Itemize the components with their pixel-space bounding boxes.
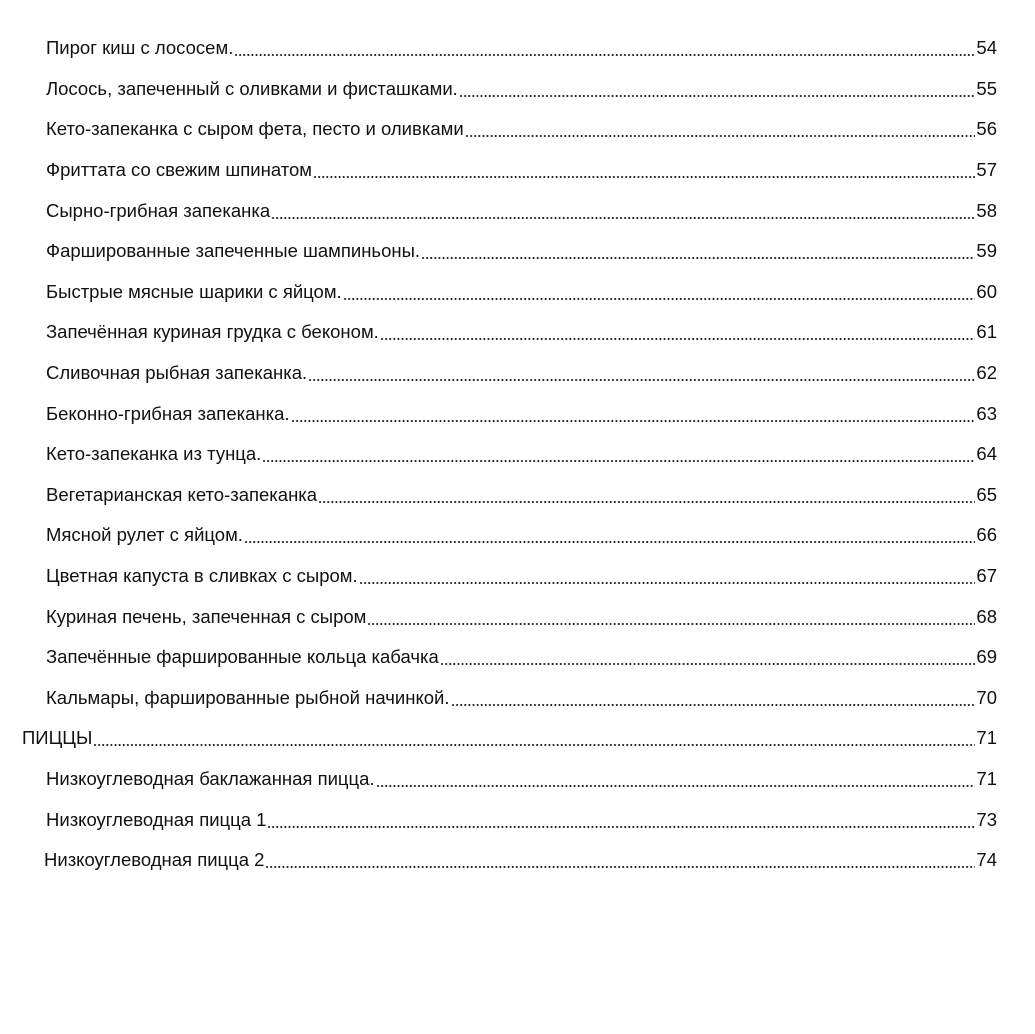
- toc-entry-page: 61: [976, 321, 997, 343]
- dot-leader: [380, 321, 976, 343]
- toc-entry-title: Кальмары, фаршированные рыбной начинкой.: [46, 686, 450, 708]
- toc-entry-title: Низкоуглеводная пицца 2: [44, 849, 265, 871]
- toc-entry-title: Низкоуглеводная баклажанная пицца.: [46, 767, 375, 789]
- dot-leader: [267, 809, 975, 831]
- toc-entry-title: Фаршированные запеченные шампиньоны.: [46, 240, 421, 262]
- toc-entry-title: Беконно-грибная запеканка.: [46, 402, 290, 424]
- toc-entry-title: Фриттата со свежим шпинатом: [46, 159, 312, 181]
- toc-entry[interactable]: [0, 69, 1035, 110]
- toc-entry-page: 71: [976, 727, 997, 749]
- toc-entry-title: Куриная печень, запеченная с сыром: [46, 605, 367, 627]
- toc-entry[interactable]: [0, 515, 1035, 556]
- dot-leader: [318, 484, 975, 506]
- toc-entry[interactable]: [0, 799, 1035, 840]
- toc-section-title: ПИЦЦЫ: [22, 727, 93, 749]
- toc-entry-page: 69: [976, 646, 997, 668]
- dot-leader: [93, 727, 975, 749]
- toc-entry-title: Быстрые мясные шарики с яйцом.: [46, 280, 342, 302]
- toc-entry-page: 68: [976, 605, 997, 627]
- toc-entry-page: 64: [976, 443, 997, 465]
- toc-entry-page: 67: [976, 565, 997, 587]
- toc-entry[interactable]: [0, 556, 1035, 597]
- toc-entry-title: Низкоуглеводная пицца 1: [46, 808, 267, 830]
- toc-entry[interactable]: [0, 28, 1035, 69]
- toc-entry-page: 60: [976, 280, 997, 302]
- toc-entry-title: Пирог киш с лососем.: [46, 37, 234, 59]
- dot-leader: [359, 565, 976, 587]
- toc-entry-title: Кето-запеканка из тунца.: [46, 443, 262, 465]
- toc-entry-page: 74: [976, 849, 997, 871]
- dot-leader: [440, 646, 976, 668]
- toc-entry-page: 62: [976, 362, 997, 384]
- toc-entry[interactable]: [0, 353, 1035, 394]
- dot-leader: [262, 443, 975, 465]
- dot-leader: [451, 687, 976, 709]
- toc-entry-title: Цветная капуста в сливках с сыром.: [46, 565, 358, 587]
- toc-entry[interactable]: [0, 150, 1035, 191]
- toc-entry-title: Запечённая куриная грудка с беконом.: [46, 321, 379, 343]
- dot-leader: [308, 362, 975, 384]
- dot-leader: [376, 768, 976, 790]
- dot-leader: [465, 118, 976, 140]
- toc-entry[interactable]: [0, 475, 1035, 516]
- toc-entry-title: Кето-запеканка с сыром фета, песто и оливками: [46, 118, 464, 140]
- toc-entry[interactable]: [0, 393, 1035, 434]
- toc-entry-page: 55: [976, 77, 997, 99]
- toc-entry-title: Мясной рулет с яйцом.: [46, 524, 243, 546]
- table-of-contents: [0, 28, 1035, 880]
- toc-entry-page: 57: [976, 159, 997, 181]
- dot-leader: [291, 403, 976, 425]
- toc-entry[interactable]: [0, 637, 1035, 678]
- toc-entry[interactable]: [0, 109, 1035, 150]
- dot-leader: [244, 524, 975, 546]
- dot-leader: [265, 849, 975, 871]
- toc-entry[interactable]: [0, 434, 1035, 475]
- toc-entry-page: 66: [976, 524, 997, 546]
- toc-entry-page: 70: [976, 686, 997, 708]
- toc-entry[interactable]: [0, 840, 1035, 881]
- toc-entry[interactable]: [0, 678, 1035, 719]
- dot-leader: [343, 281, 976, 303]
- toc-entry[interactable]: [0, 312, 1035, 353]
- toc-entry-page: 63: [976, 402, 997, 424]
- toc-entry-title: Сливочная рыбная запеканка.: [46, 362, 308, 384]
- dot-leader: [459, 78, 976, 100]
- toc-entry[interactable]: [0, 596, 1035, 637]
- toc-entry-page: 56: [976, 118, 997, 140]
- toc-entry-page: 73: [976, 808, 997, 830]
- dot-leader: [234, 37, 975, 59]
- toc-section-entry[interactable]: [0, 718, 1035, 759]
- toc-entry-page: 59: [976, 240, 997, 262]
- toc-entry[interactable]: [0, 190, 1035, 231]
- toc-entry[interactable]: [0, 759, 1035, 800]
- toc-entry[interactable]: [0, 231, 1035, 272]
- dot-leader: [271, 200, 975, 222]
- toc-entry-title: Сырно-грибная запеканка: [46, 199, 271, 221]
- toc-entry-title: Вегетарианская кето-запеканка: [46, 483, 318, 505]
- dot-leader: [367, 606, 975, 628]
- toc-entry[interactable]: [0, 272, 1035, 313]
- toc-entry-page: 54: [976, 37, 997, 59]
- dot-leader: [313, 159, 975, 181]
- dot-leader: [421, 240, 975, 262]
- toc-entry-page: 58: [976, 199, 997, 221]
- toc-entry-title: Лосось, запеченный с оливками и фисташками.: [46, 77, 458, 99]
- toc-entry-page: 65: [976, 483, 997, 505]
- toc-entry-title: Запечённые фаршированные кольца кабачка: [46, 646, 439, 668]
- toc-entry-page: 71: [976, 767, 997, 789]
